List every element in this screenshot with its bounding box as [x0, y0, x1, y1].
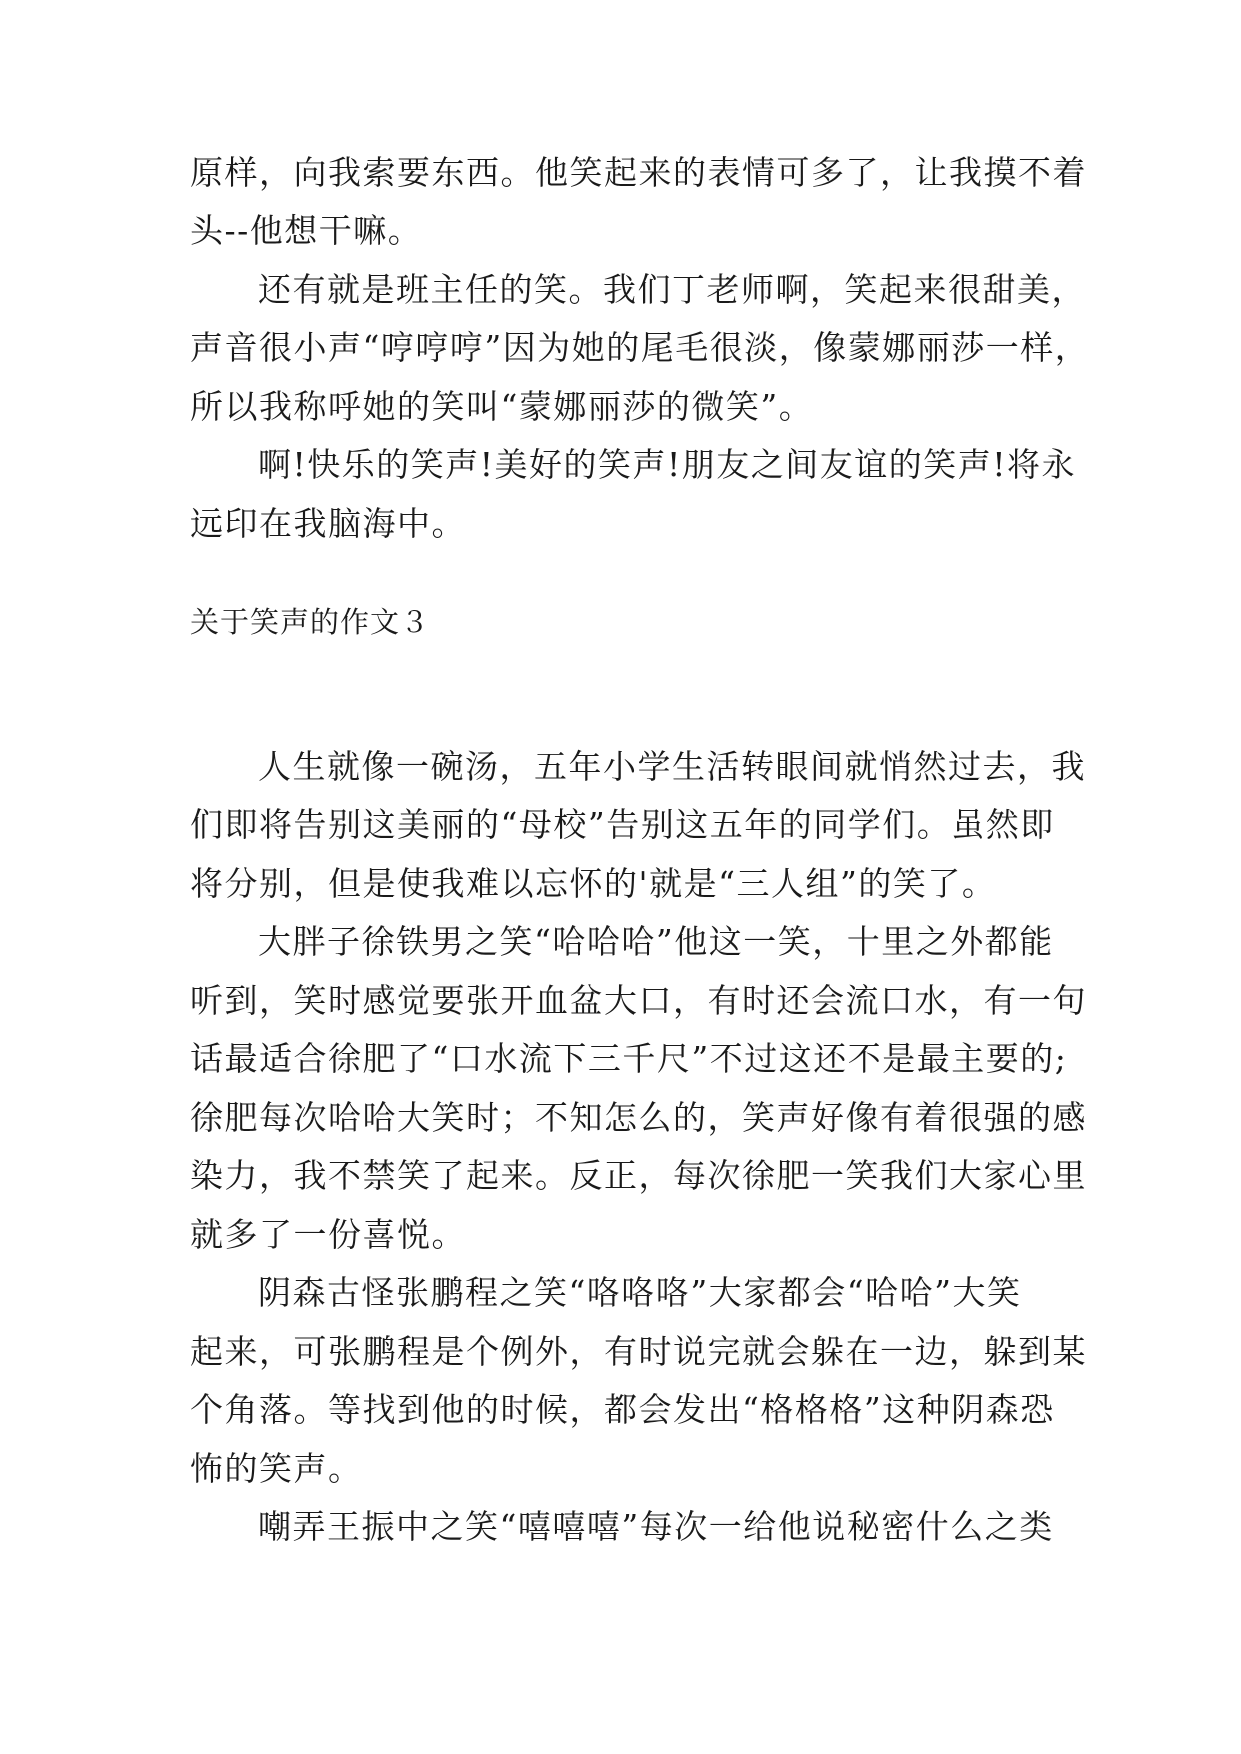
- text-line: 就多了一份喜悦。: [190, 1215, 466, 1254]
- text-line: 听到，笑时感觉要张开血盆大口，有时还会流口水，有一句: [190, 981, 1087, 1020]
- text-line: 将分别，但是使我难以忘怀的'就是“三人组”的笑了。: [190, 864, 997, 903]
- text-line: 声音很小声“哼哼哼”因为她的尾毛很淡，像蒙娜丽莎一样，: [190, 328, 1090, 367]
- paragraph-first-line: 嘲弄王振中之笑“嘻嘻嘻”每次一给他说秘密什么之类: [258, 1507, 1054, 1546]
- text-line: 原样，向我索要东西。他笑起来的表情可多了，让我摸不着: [190, 153, 1087, 192]
- text-line: 头--他想干嘛。: [190, 211, 423, 250]
- paragraph-first-line: 人生就像一碗汤，五年小学生活转眼间就悄然过去，我: [258, 747, 1086, 786]
- text-line: 怖的笑声。: [190, 1449, 363, 1488]
- paragraph-first-line: 大胖子徐铁男之笑“哈哈哈”他这一笑，十里之外都能: [258, 922, 1054, 961]
- text-line: 起来，可张鹏程是个例外，有时说完就会躲在一边，躲到某: [190, 1332, 1087, 1371]
- text-line: 话最适合徐肥了“口水流下三千尺”不过这还不是最主要的;: [190, 1039, 1068, 1078]
- text-line: 徐肥每次哈哈大笑时；不知怎么的，笑声好像有着很强的感: [190, 1098, 1087, 1137]
- text-line: 染力，我不禁笑了起来。反正，每次徐肥一笑我们大家心里: [190, 1156, 1087, 1195]
- paragraph-first-line: 阴森古怪张鹏程之笑“咯咯咯”大家都会“哈哈”大笑: [258, 1273, 1022, 1312]
- paragraph-first-line: 啊!快乐的笑声!美好的笑声!朋友之间友谊的笑声!将永: [258, 445, 1077, 484]
- paragraph-first-line: 还有就是班主任的笑。我们丁老师啊，笑起来很甜美，: [258, 270, 1086, 309]
- text-line: 所以我称呼她的笑叫“蒙娜丽莎的微笑”。: [190, 387, 814, 426]
- text-line: 远印在我脑海中。: [190, 504, 466, 543]
- section-heading: 关于笑声的作文３: [190, 605, 431, 639]
- text-line: 个角落。等找到他的时候，都会发出“格格格”这种阴森恐: [190, 1390, 1055, 1429]
- text-line: 们即将告别这美丽的“母校”告别这五年的同学们。虽然即: [190, 805, 1055, 844]
